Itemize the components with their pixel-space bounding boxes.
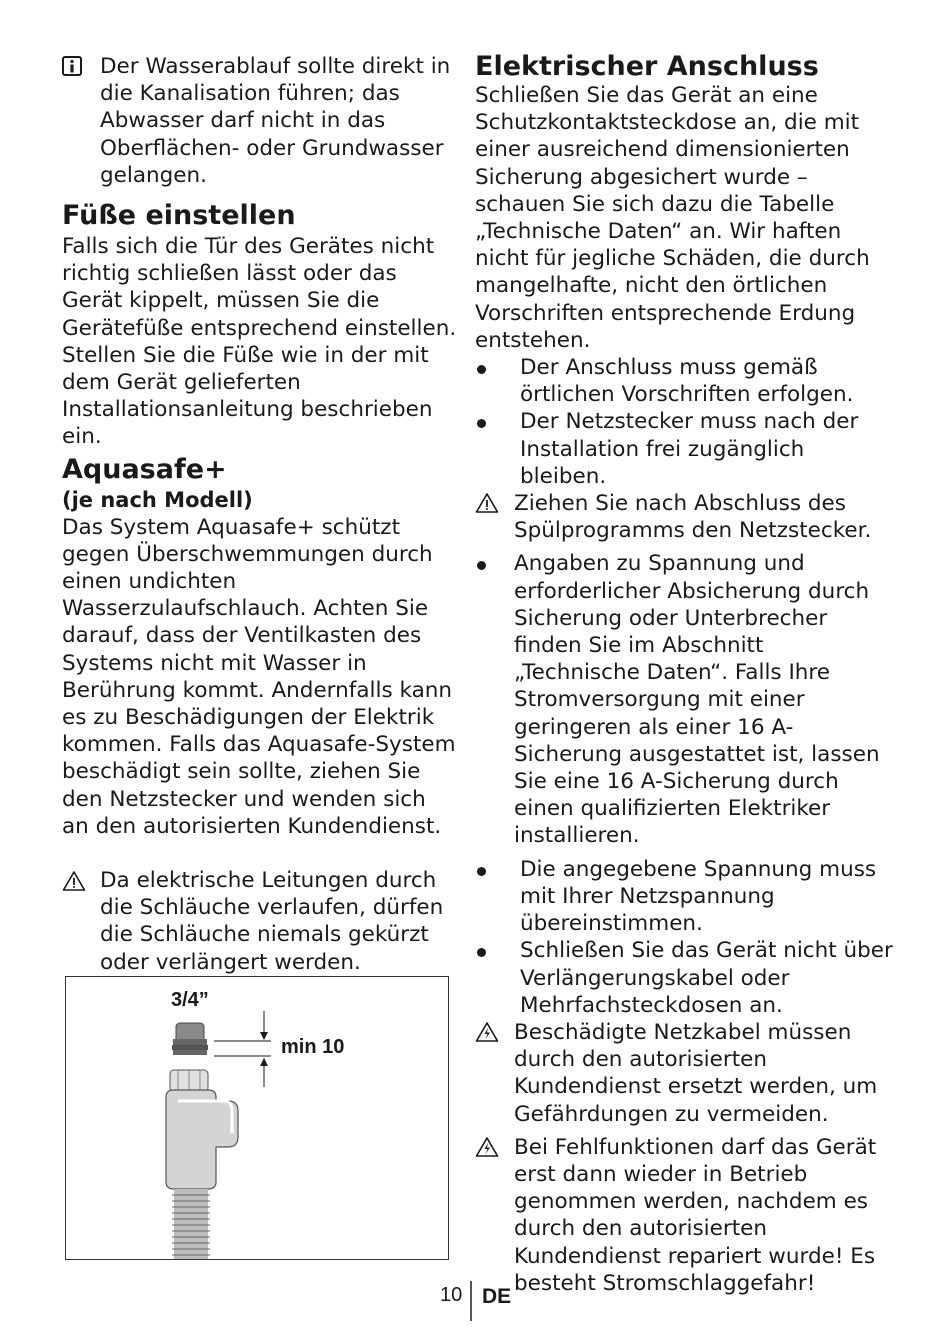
footer-divider xyxy=(470,1281,472,1321)
bullet-2-text: Der Netzstecker muss nach der Installation frei zugänglich bleiben. xyxy=(520,409,859,489)
aquasafe-subheading: (je nach Modell) xyxy=(62,487,253,512)
page-number: 10 xyxy=(440,1284,463,1306)
bullet-5 xyxy=(475,937,895,1019)
language-code: DE xyxy=(482,1285,512,1308)
hose-warning-text: Da elektrische Leitungen durch die Schläuche verlaufen, dürfen die Schläuche niemals gekürzt oder verlängert werden. xyxy=(100,868,444,975)
electric-heading: Elektrischer Anschluss xyxy=(475,51,819,82)
warning-1-text: Ziehen Sie nach Abschluss des Spülprogramms den Netzstecker. xyxy=(514,491,872,544)
warning-3-text: Bei Fehlfunktionen darf das Gerät erst dann wieder in Betrieb genommen werden, nachdem es durch den autorisierten Kundendienst repariert wurde! Es besteht Stromschlaggefahr! xyxy=(514,1134,877,1296)
aquasafe-heading: Aquasafe+ xyxy=(62,453,227,485)
aquasafe-text: Das System Aquasafe+ schützt gegen Überschwemmungen durch einen undichten Wasserzulaufschlauch. Achten Sie darauf, dass der Ventilkasten des Systems nicht mit Wasser in Berührung kommt. Andernfalls kann es zu Beschädigungen der Elektrik kommen. Falls das Aquasafe-System beschädigt sein sollte, ziehen Sie den Netzstecker und wenden sich an den autorisierten Kundendienst. xyxy=(62,514,456,839)
bullet-dot xyxy=(477,948,486,957)
electric-text: Schließen Sie das Gerät an eine Schutzkontaktsteckdose an, die mit einer ausreichend dimensionierten Sicherung abgesichert wurde – schauen Sie sich dazu die Tabelle „Technische Daten“ an. Wir haften nicht für jegliche Schäden, die durch mangelhafte, nicht den örtlichen Vorschriften entsprechende Erdung entstehen. xyxy=(475,83,870,353)
bullet-3-text: Angaben zu Spannung und erforderlicher Absicherung durch Sicherung oder Unterbrecher finden Sie im Abschnitt „Technische Daten“. Falls Ihre Stromversorgung mit einer geringeren als einer 16 A-Sicherung ausgestattet ist, lassen Sie eine 16 A-Sicherung durch einen qualifizierten Elektriker installieren. xyxy=(514,551,880,849)
bullet-dot xyxy=(477,365,486,374)
warning-2-text: Beschädigte Netzkabel müssen durch den autorisierten Kundendienst ersetzt werden, um Gefährdungen zu vermeiden. xyxy=(514,1019,878,1127)
bullet-2 xyxy=(475,408,895,490)
distance-label: min 10 xyxy=(281,1036,345,1058)
info-icon xyxy=(62,56,82,83)
bullet-dot xyxy=(477,867,486,876)
left-column xyxy=(62,50,457,976)
thread-label: 3/4” xyxy=(171,989,209,1011)
feet-text: Falls sich die Tür des Gerätes nicht richtig schließen lässt oder das Gerät kippelt, müssen Sie die Gerätefüße entsprechend einstellen. Stellen Sie die Füße wie in der mit dem Gerät gelieferten Installationsanleitung beschrieben ein. xyxy=(62,234,457,450)
hose-warning xyxy=(62,867,457,976)
info-note-text: Der Wasserablauf sollte direkt in die Kanalisation führen; das Abwasser darf nicht in das Oberflächen- oder Grundwasser gelangen. xyxy=(100,54,451,188)
bullet-1-text: Der Anschluss muss gemäß örtlichen Vorschriften erfolgen. xyxy=(520,355,854,408)
bullet-4 xyxy=(475,856,895,938)
right-column xyxy=(475,50,895,1297)
aquasafe-figure xyxy=(65,976,449,1260)
bullet-dot xyxy=(477,419,486,428)
electric-warning-icon xyxy=(475,1136,499,1165)
bullet-3 xyxy=(475,550,895,849)
bullet-dot xyxy=(477,561,486,570)
feet-heading: Füße einstellen xyxy=(62,200,296,232)
electric-warning-icon xyxy=(475,1021,499,1050)
bullet-5-text: Schließen Sie das Gerät nicht über Verlängerungskabel oder Mehrfachsteckdosen an. xyxy=(520,938,893,1018)
bullet-1 xyxy=(475,354,895,408)
warning-3 xyxy=(475,1134,895,1297)
warning-2 xyxy=(475,1019,895,1128)
warning-1 xyxy=(475,490,895,544)
aquasafe-hose-illustration xyxy=(66,977,448,1259)
bullet-4-text: Die angegebene Spannung muss mit Ihrer Netzspannung übereinstimmen. xyxy=(520,856,877,937)
warning-icon xyxy=(475,492,499,521)
info-note xyxy=(62,53,457,189)
warning-icon xyxy=(62,870,86,899)
